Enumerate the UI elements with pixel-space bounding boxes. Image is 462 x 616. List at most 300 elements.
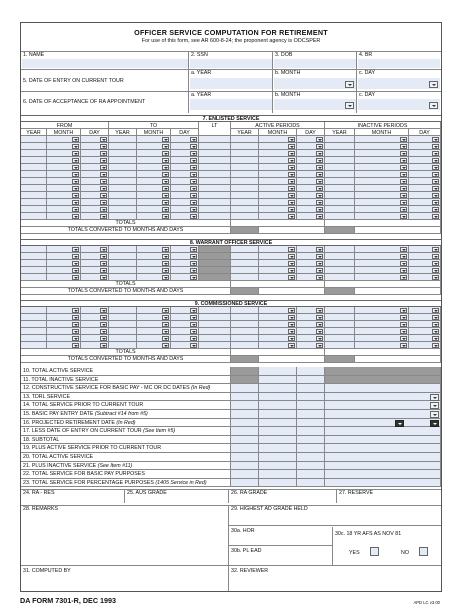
chevron-down-icon[interactable] xyxy=(190,158,197,163)
chevron-down-icon[interactable] xyxy=(190,315,197,320)
commissioned-cell[interactable] xyxy=(81,335,109,342)
chevron-down-icon[interactable] xyxy=(316,275,323,280)
line-day-cell[interactable] xyxy=(297,444,325,453)
commissioned-cell[interactable] xyxy=(297,307,325,314)
enlisted-cell[interactable] xyxy=(199,185,231,192)
enlisted-cell[interactable] xyxy=(137,213,171,220)
warrant-cell[interactable] xyxy=(109,274,137,281)
chevron-down-icon[interactable] xyxy=(190,144,197,149)
enlisted-cell[interactable] xyxy=(21,206,47,213)
commissioned-cell[interactable] xyxy=(409,314,441,321)
enlisted-cell[interactable] xyxy=(231,150,259,157)
warrant-cell[interactable] xyxy=(409,267,441,274)
chevron-down-icon[interactable] xyxy=(100,261,107,266)
ra-month-dropdown[interactable] xyxy=(345,102,354,109)
warrant-cell[interactable] xyxy=(409,253,441,260)
enlisted-cell[interactable] xyxy=(297,157,325,164)
enlisted-cell[interactable] xyxy=(199,213,231,220)
enlisted-cell[interactable] xyxy=(355,206,409,213)
line-year-cell[interactable] xyxy=(231,453,259,462)
enlisted-cell[interactable] xyxy=(47,213,81,220)
chevron-down-icon[interactable] xyxy=(190,172,197,177)
chevron-down-icon[interactable] xyxy=(316,214,323,219)
chevron-down-icon[interactable] xyxy=(100,247,107,252)
chevron-down-icon[interactable] xyxy=(316,158,323,163)
chevron-down-icon[interactable] xyxy=(400,214,407,219)
line-right-cell[interactable] xyxy=(325,393,441,402)
chevron-down-icon[interactable] xyxy=(400,165,407,170)
chevron-down-icon[interactable] xyxy=(432,268,439,273)
enlisted-cell[interactable] xyxy=(355,213,409,220)
warrant-cell[interactable] xyxy=(409,246,441,253)
enlisted-cell[interactable] xyxy=(199,164,231,171)
enlisted-cell[interactable] xyxy=(109,157,137,164)
enlisted-cell[interactable] xyxy=(109,171,137,178)
warrant-cell[interactable] xyxy=(409,260,441,267)
line-right-cell[interactable] xyxy=(325,462,441,471)
chevron-down-icon[interactable] xyxy=(100,329,107,334)
chevron-down-icon[interactable] xyxy=(162,336,169,341)
enlisted-cell[interactable] xyxy=(231,157,259,164)
commissioned-cell[interactable] xyxy=(259,314,297,321)
chevron-down-icon[interactable] xyxy=(400,207,407,212)
enlisted-cell[interactable] xyxy=(109,206,137,213)
chevron-down-icon[interactable] xyxy=(288,322,295,327)
warrant-converted-cell[interactable] xyxy=(259,288,325,295)
enlisted-cell[interactable] xyxy=(325,157,355,164)
chevron-down-icon[interactable] xyxy=(432,329,439,334)
chevron-down-icon[interactable] xyxy=(162,172,169,177)
warrant-cell[interactable] xyxy=(297,253,325,260)
commissioned-cell[interactable] xyxy=(325,314,355,321)
commissioned-cell[interactable] xyxy=(81,321,109,328)
enlisted-cell[interactable] xyxy=(297,192,325,199)
chevron-down-icon[interactable] xyxy=(100,172,107,177)
chevron-down-icon[interactable] xyxy=(190,179,197,184)
chevron-down-icon[interactable] xyxy=(432,200,439,205)
line-month-cell[interactable] xyxy=(259,470,297,479)
line-month-cell[interactable] xyxy=(259,367,297,376)
chevron-down-icon[interactable] xyxy=(72,179,79,184)
enlisted-converted-cell[interactable] xyxy=(355,227,441,234)
commissioned-cell[interactable] xyxy=(137,314,171,321)
enlisted-cell[interactable] xyxy=(47,164,81,171)
chevron-down-icon[interactable] xyxy=(190,151,197,156)
chevron-down-icon[interactable] xyxy=(288,343,295,348)
chevron-down-icon[interactable] xyxy=(432,144,439,149)
commissioned-cell[interactable] xyxy=(259,321,297,328)
enlisted-cell[interactable] xyxy=(137,178,171,185)
chevron-down-icon[interactable] xyxy=(72,275,79,280)
line-day-cell[interactable] xyxy=(297,479,325,488)
chevron-down-icon[interactable] xyxy=(190,247,197,252)
enlisted-cell[interactable] xyxy=(409,199,441,206)
commissioned-cell[interactable] xyxy=(199,321,231,328)
commissioned-cell[interactable] xyxy=(171,307,199,314)
enlisted-cell[interactable] xyxy=(199,199,231,206)
commissioned-cell[interactable] xyxy=(355,342,409,349)
warrant-cell[interactable] xyxy=(109,260,137,267)
enlisted-cell[interactable] xyxy=(259,178,297,185)
chevron-down-icon[interactable] xyxy=(190,137,197,142)
chevron-down-icon[interactable] xyxy=(72,207,79,212)
enlisted-cell[interactable] xyxy=(325,171,355,178)
chevron-down-icon[interactable] xyxy=(316,247,323,252)
enlisted-cell[interactable] xyxy=(409,192,441,199)
commissioned-cell[interactable] xyxy=(109,328,137,335)
commissioned-converted-cell[interactable] xyxy=(259,356,325,363)
enlisted-cell[interactable] xyxy=(171,143,199,150)
warrant-cell[interactable] xyxy=(81,246,109,253)
commissioned-cell[interactable] xyxy=(325,321,355,328)
line-right-cell[interactable] xyxy=(325,427,441,436)
commissioned-cell[interactable] xyxy=(259,328,297,335)
chevron-down-icon[interactable] xyxy=(288,336,295,341)
chevron-down-icon[interactable] xyxy=(72,336,79,341)
chevron-down-icon[interactable] xyxy=(432,261,439,266)
chevron-down-icon[interactable] xyxy=(100,193,107,198)
commissioned-cell[interactable] xyxy=(409,342,441,349)
chevron-down-icon[interactable] xyxy=(288,254,295,259)
chevron-down-icon[interactable] xyxy=(316,179,323,184)
commissioned-cell[interactable] xyxy=(137,342,171,349)
commissioned-cell[interactable] xyxy=(81,342,109,349)
chevron-down-icon[interactable] xyxy=(162,268,169,273)
line-month-cell[interactable] xyxy=(259,393,297,402)
commissioned-cell[interactable] xyxy=(21,321,47,328)
enlisted-cell[interactable] xyxy=(47,192,81,199)
chevron-down-icon[interactable] xyxy=(162,308,169,313)
enlisted-cell[interactable] xyxy=(171,206,199,213)
line-month-cell[interactable] xyxy=(259,376,297,385)
warrant-cell[interactable] xyxy=(325,253,355,260)
line-day-cell[interactable] xyxy=(297,393,325,402)
commissioned-cell[interactable] xyxy=(171,335,199,342)
chevron-down-icon[interactable] xyxy=(100,179,107,184)
chevron-down-icon[interactable] xyxy=(432,308,439,313)
warrant-cell[interactable] xyxy=(297,246,325,253)
commissioned-cell[interactable] xyxy=(355,335,409,342)
commissioned-cell[interactable] xyxy=(199,314,231,321)
entry-day-select[interactable] xyxy=(358,78,440,89)
enlisted-cell[interactable] xyxy=(171,185,199,192)
enlisted-cell[interactable] xyxy=(297,199,325,206)
enlisted-cell[interactable] xyxy=(199,178,231,185)
chevron-down-icon[interactable] xyxy=(162,137,169,142)
line-right-cell[interactable] xyxy=(325,453,441,462)
enlisted-cell[interactable] xyxy=(355,157,409,164)
entry-month-select[interactable] xyxy=(274,78,356,89)
chevron-down-icon[interactable] xyxy=(72,322,79,327)
commissioned-cell[interactable] xyxy=(109,321,137,328)
commissioned-cell[interactable] xyxy=(21,307,47,314)
warrant-cell[interactable] xyxy=(47,267,81,274)
commissioned-cell[interactable] xyxy=(21,342,47,349)
chevron-down-icon[interactable] xyxy=(400,186,407,191)
chevron-down-icon[interactable] xyxy=(400,308,407,313)
enlisted-cell[interactable] xyxy=(137,136,171,143)
chevron-down-icon[interactable] xyxy=(72,144,79,149)
chevron-down-icon[interactable] xyxy=(190,308,197,313)
enlisted-converted-cell[interactable] xyxy=(259,227,325,234)
commissioned-cell[interactable] xyxy=(21,335,47,342)
chevron-down-icon[interactable] xyxy=(190,165,197,170)
commissioned-cell[interactable] xyxy=(409,321,441,328)
commissioned-cell[interactable] xyxy=(137,307,171,314)
enlisted-cell[interactable] xyxy=(47,150,81,157)
chevron-down-icon[interactable] xyxy=(316,144,323,149)
line-month-cell[interactable] xyxy=(259,401,297,410)
warrant-cell[interactable] xyxy=(137,274,171,281)
chevron-down-icon[interactable] xyxy=(288,275,295,280)
chevron-down-icon[interactable] xyxy=(190,322,197,327)
ra-day-dropdown[interactable] xyxy=(429,102,438,109)
chevron-down-icon[interactable] xyxy=(316,336,323,341)
chevron-down-icon[interactable] xyxy=(72,137,79,142)
enlisted-cell[interactable] xyxy=(109,213,137,220)
chevron-down-icon[interactable] xyxy=(100,275,107,280)
warrant-cell[interactable] xyxy=(297,267,325,274)
warrant-totals-cell[interactable] xyxy=(231,281,325,288)
enlisted-cell[interactable] xyxy=(199,136,231,143)
line-right-cell[interactable] xyxy=(325,419,441,428)
line-day-cell[interactable] xyxy=(297,367,325,376)
chevron-down-icon[interactable] xyxy=(162,214,169,219)
line-right-cell[interactable] xyxy=(325,410,441,419)
chevron-down-icon[interactable] xyxy=(432,336,439,341)
chevron-down-icon[interactable] xyxy=(72,247,79,252)
chevron-down-icon[interactable] xyxy=(400,261,407,266)
enlisted-cell[interactable] xyxy=(21,192,47,199)
commissioned-cell[interactable] xyxy=(199,328,231,335)
enlisted-cell[interactable] xyxy=(81,136,109,143)
enlisted-cell[interactable] xyxy=(199,143,231,150)
warrant-cell[interactable] xyxy=(231,267,259,274)
chevron-down-icon[interactable] xyxy=(432,254,439,259)
line-year-cell[interactable] xyxy=(231,410,259,419)
enlisted-cell[interactable] xyxy=(199,157,231,164)
enlisted-cell[interactable] xyxy=(355,178,409,185)
enlisted-cell[interactable] xyxy=(21,136,47,143)
enlisted-cell[interactable] xyxy=(231,185,259,192)
enlisted-cell[interactable] xyxy=(109,199,137,206)
line-year-cell[interactable] xyxy=(231,436,259,445)
warrant-cell[interactable] xyxy=(47,253,81,260)
line-year-cell[interactable] xyxy=(231,479,259,488)
chevron-down-icon[interactable] xyxy=(400,322,407,327)
commissioned-cell[interactable] xyxy=(171,321,199,328)
enlisted-cell[interactable] xyxy=(171,199,199,206)
chevron-down-icon[interactable] xyxy=(72,151,79,156)
chevron-down-icon[interactable] xyxy=(316,343,323,348)
enlisted-cell[interactable] xyxy=(21,171,47,178)
entry-month-dropdown[interactable] xyxy=(345,81,354,88)
enlisted-cell[interactable] xyxy=(355,185,409,192)
commissioned-totals-cell[interactable] xyxy=(231,349,325,356)
enlisted-cell[interactable] xyxy=(47,171,81,178)
chevron-down-icon[interactable] xyxy=(190,193,197,198)
enlisted-cell[interactable] xyxy=(325,136,355,143)
enlisted-cell[interactable] xyxy=(21,199,47,206)
chevron-down-icon[interactable] xyxy=(288,268,295,273)
chevron-down-icon[interactable] xyxy=(190,214,197,219)
warrant-cell[interactable] xyxy=(171,253,199,260)
commissioned-cell[interactable] xyxy=(325,335,355,342)
enlisted-cell[interactable] xyxy=(325,143,355,150)
chevron-down-icon[interactable] xyxy=(100,165,107,170)
enlisted-cell[interactable] xyxy=(259,185,297,192)
chevron-down-icon[interactable] xyxy=(400,144,407,149)
enlisted-cell[interactable] xyxy=(137,157,171,164)
enlisted-cell[interactable] xyxy=(137,171,171,178)
commissioned-cell[interactable] xyxy=(199,335,231,342)
warrant-cell[interactable] xyxy=(81,260,109,267)
enlisted-cell[interactable] xyxy=(259,199,297,206)
reviewer-field[interactable]: 32. REVIEWER xyxy=(231,568,269,574)
chevron-down-icon[interactable] xyxy=(400,158,407,163)
line-right-cell[interactable] xyxy=(325,384,441,393)
chevron-down-icon[interactable] xyxy=(190,343,197,348)
commissioned-cell[interactable] xyxy=(259,307,297,314)
chevron-down-icon[interactable] xyxy=(190,275,197,280)
enlisted-cell[interactable] xyxy=(81,206,109,213)
enlisted-cell[interactable] xyxy=(47,199,81,206)
chevron-down-icon[interactable] xyxy=(400,200,407,205)
enlisted-cell[interactable] xyxy=(199,150,231,157)
commissioned-cell[interactable] xyxy=(355,307,409,314)
chevron-down-icon[interactable] xyxy=(190,261,197,266)
line-right-cell[interactable] xyxy=(325,401,441,410)
warrant-cell[interactable] xyxy=(21,267,47,274)
chevron-down-icon[interactable] xyxy=(400,172,407,177)
warrant-cell[interactable] xyxy=(21,246,47,253)
chevron-down-icon[interactable] xyxy=(190,254,197,259)
enlisted-cell[interactable] xyxy=(259,143,297,150)
chevron-down-icon[interactable] xyxy=(100,137,107,142)
chevron-down-icon[interactable] xyxy=(432,165,439,170)
enlisted-cell[interactable] xyxy=(81,178,109,185)
warrant-cell[interactable] xyxy=(137,267,171,274)
chevron-down-icon[interactable] xyxy=(162,322,169,327)
chevron-down-icon[interactable] xyxy=(162,254,169,259)
chevron-down-icon[interactable] xyxy=(100,343,107,348)
chevron-down-icon[interactable] xyxy=(316,322,323,327)
enlisted-cell[interactable] xyxy=(409,150,441,157)
commissioned-cell[interactable] xyxy=(137,321,171,328)
chevron-down-icon[interactable] xyxy=(288,165,295,170)
chevron-down-icon[interactable] xyxy=(162,275,169,280)
warrant-cell[interactable] xyxy=(81,253,109,260)
enlisted-cell[interactable] xyxy=(231,136,259,143)
enlisted-cell[interactable] xyxy=(259,150,297,157)
chevron-down-icon[interactable] xyxy=(162,247,169,252)
warrant-cell[interactable] xyxy=(137,253,171,260)
commissioned-cell[interactable] xyxy=(231,335,259,342)
chevron-down-icon[interactable] xyxy=(162,179,169,184)
line-year-cell[interactable] xyxy=(231,427,259,436)
warrant-cell[interactable] xyxy=(259,260,297,267)
warrant-cell[interactable] xyxy=(47,260,81,267)
line-right-cell[interactable] xyxy=(325,479,441,488)
commissioned-cell[interactable] xyxy=(171,328,199,335)
chevron-down-icon[interactable] xyxy=(432,179,439,184)
enlisted-cell[interactable] xyxy=(137,192,171,199)
br-input[interactable] xyxy=(358,59,440,68)
chevron-down-icon[interactable] xyxy=(432,275,439,280)
enlisted-cell[interactable] xyxy=(355,143,409,150)
warrant-cell[interactable] xyxy=(109,253,137,260)
warrant-cell[interactable] xyxy=(81,274,109,281)
warrant-cell[interactable] xyxy=(259,267,297,274)
enlisted-cell[interactable] xyxy=(409,185,441,192)
enlisted-cell[interactable] xyxy=(259,192,297,199)
chevron-down-icon[interactable] xyxy=(72,172,79,177)
commissioned-cell[interactable] xyxy=(21,328,47,335)
warrant-cell[interactable] xyxy=(325,260,355,267)
warrant-cell[interactable] xyxy=(21,253,47,260)
commissioned-cell[interactable] xyxy=(199,342,231,349)
enlisted-cell[interactable] xyxy=(297,213,325,220)
chevron-down-icon[interactable] xyxy=(100,268,107,273)
line-year-cell[interactable] xyxy=(231,401,259,410)
line-month-cell[interactable] xyxy=(259,479,297,488)
enlisted-cell[interactable] xyxy=(81,164,109,171)
commissioned-cell[interactable] xyxy=(47,307,81,314)
ssn-input[interactable] xyxy=(190,59,272,68)
line-year-cell[interactable] xyxy=(231,384,259,393)
line-day-cell[interactable] xyxy=(297,453,325,462)
commissioned-cell[interactable] xyxy=(297,321,325,328)
warrant-cell[interactable] xyxy=(21,260,47,267)
commissioned-cell[interactable] xyxy=(409,335,441,342)
chevron-down-icon[interactable] xyxy=(162,186,169,191)
ra-month-select[interactable] xyxy=(274,99,356,110)
commissioned-cell[interactable] xyxy=(231,342,259,349)
chevron-down-icon[interactable] xyxy=(316,193,323,198)
enlisted-cell[interactable] xyxy=(47,157,81,164)
chevron-down-icon[interactable] xyxy=(162,200,169,205)
enlisted-cell[interactable] xyxy=(171,178,199,185)
highest-grade-field[interactable]: 29. HIGHEST AD GRADE HELD xyxy=(231,506,308,512)
chevron-down-icon[interactable] xyxy=(162,329,169,334)
commissioned-cell[interactable] xyxy=(297,314,325,321)
enlisted-totals-cell[interactable] xyxy=(325,220,441,227)
enlisted-cell[interactable] xyxy=(231,199,259,206)
commissioned-totals-cell[interactable] xyxy=(325,349,441,356)
commissioned-cell[interactable] xyxy=(109,335,137,342)
commissioned-cell[interactable] xyxy=(259,335,297,342)
line-day-cell[interactable] xyxy=(297,410,325,419)
chevron-down-icon[interactable] xyxy=(432,158,439,163)
chevron-down-icon[interactable] xyxy=(100,254,107,259)
chevron-down-icon[interactable] xyxy=(400,137,407,142)
line-day-cell[interactable] xyxy=(297,427,325,436)
enlisted-cell[interactable] xyxy=(231,178,259,185)
ra-res-field[interactable]: 24. RA - RES xyxy=(21,489,125,503)
enlisted-cell[interactable] xyxy=(47,143,81,150)
reserve-field[interactable]: 27. RESERVE xyxy=(339,490,374,496)
chevron-down-icon[interactable] xyxy=(400,254,407,259)
enlisted-cell[interactable] xyxy=(355,199,409,206)
commissioned-cell[interactable] xyxy=(21,314,47,321)
enlisted-cell[interactable] xyxy=(171,192,199,199)
commissioned-cell[interactable] xyxy=(47,321,81,328)
enlisted-cell[interactable] xyxy=(109,150,137,157)
commissioned-cell[interactable] xyxy=(297,328,325,335)
line-day-cell[interactable] xyxy=(297,384,325,393)
ra-grade-field[interactable]: 26. RA GRADE xyxy=(229,489,337,503)
chevron-down-icon[interactable] xyxy=(100,322,107,327)
